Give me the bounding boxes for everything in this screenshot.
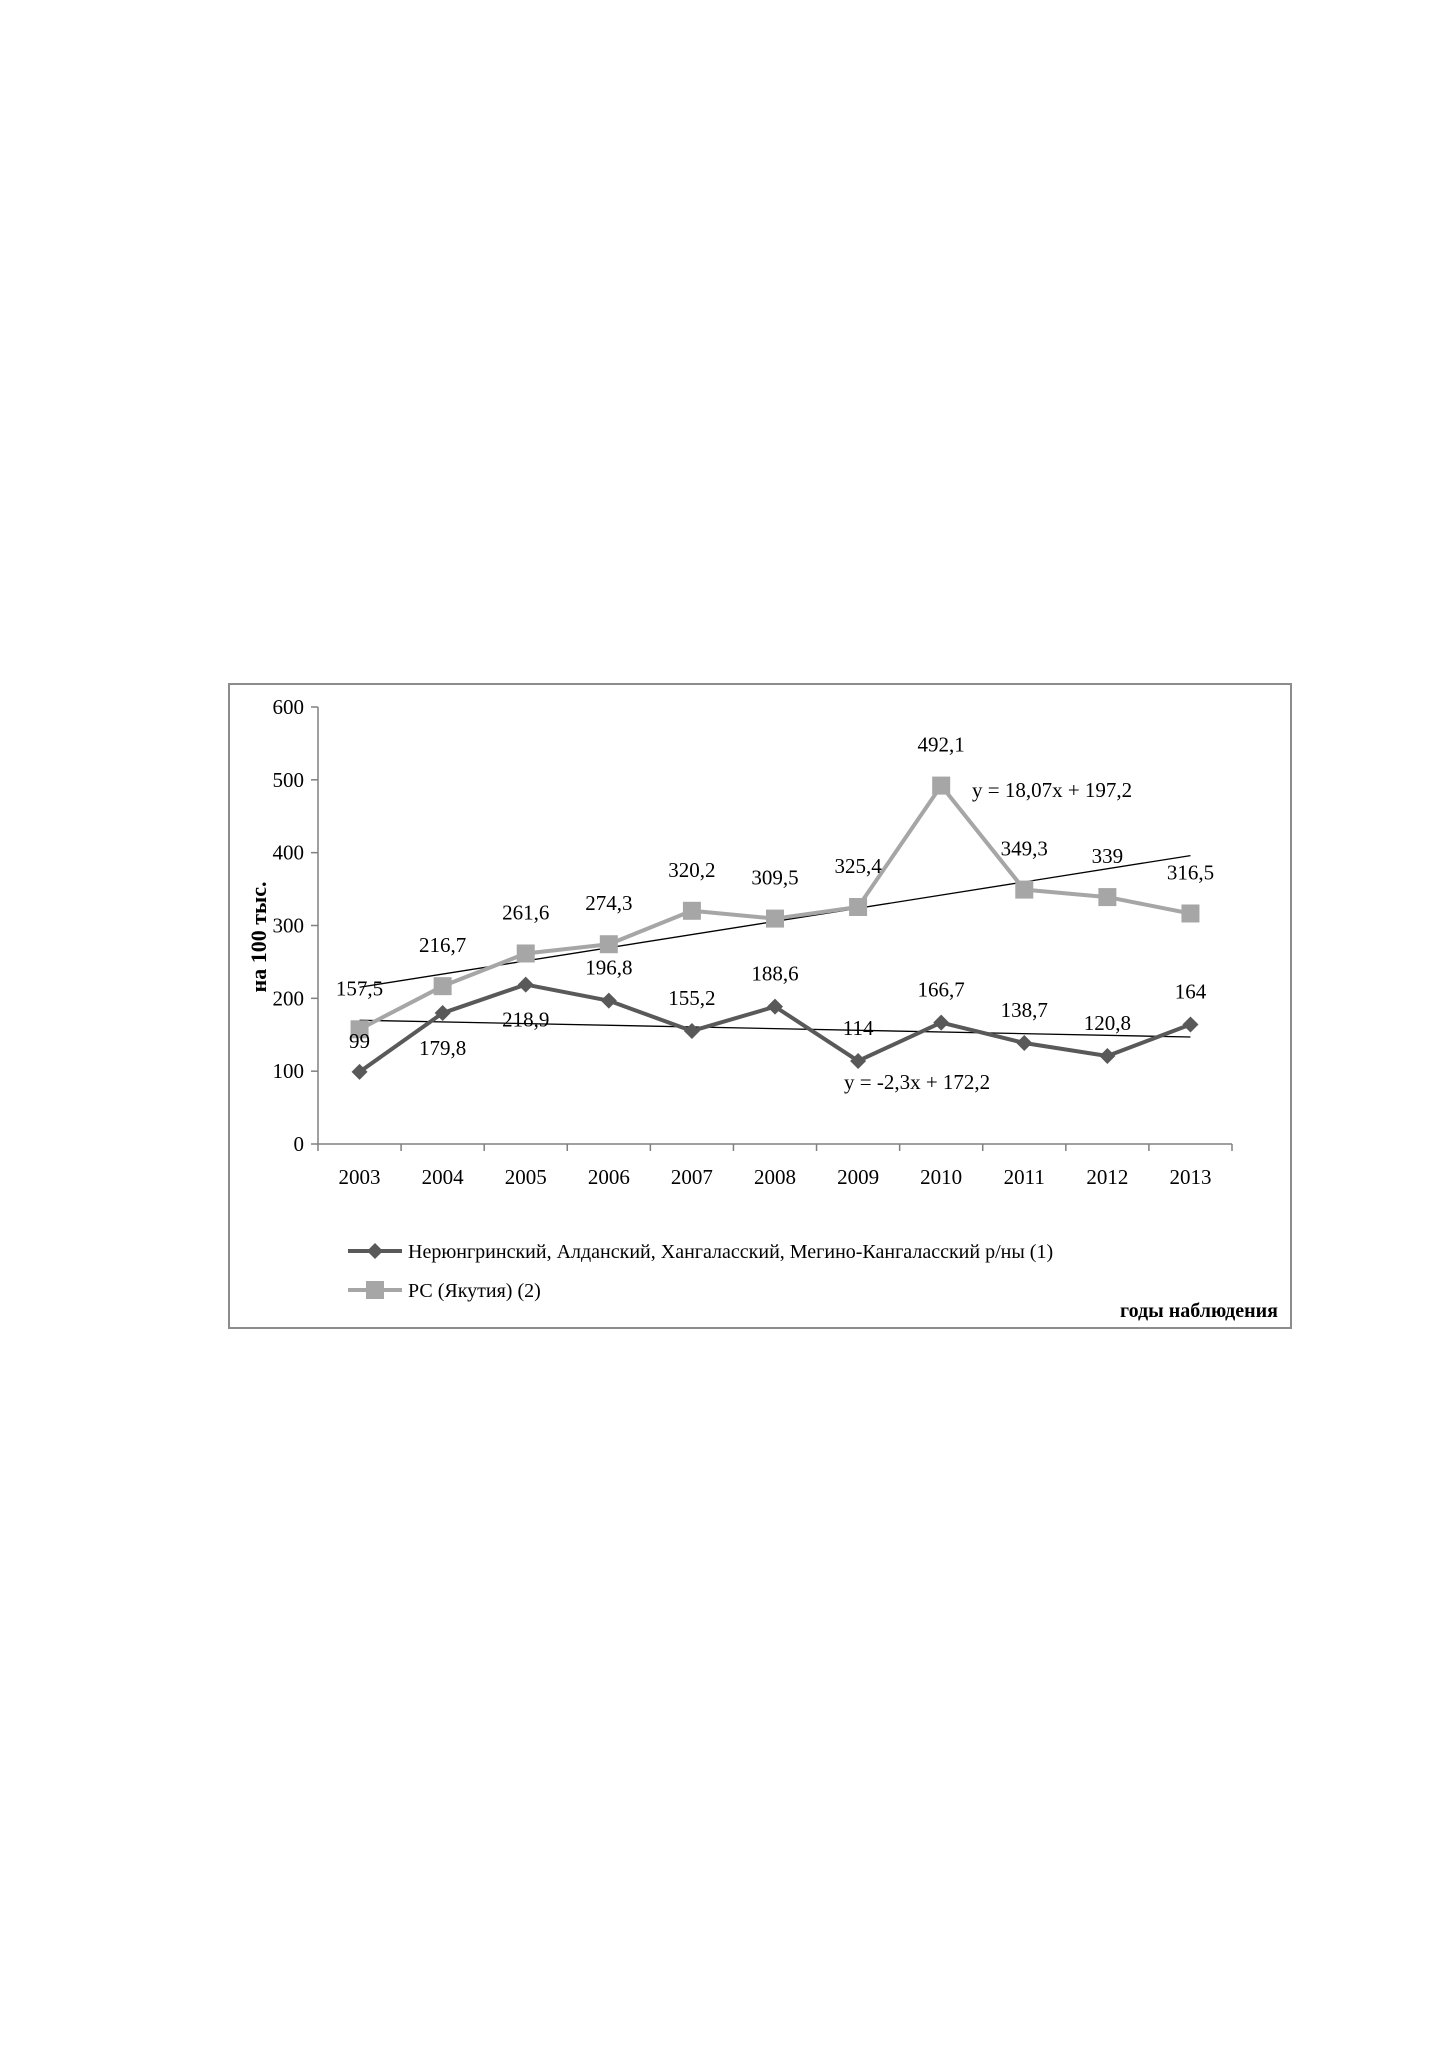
data-label-series-1: 138,7	[1000, 997, 1048, 1022]
x-tick-label: 2007	[670, 1165, 713, 1189]
data-label-series-2: 261,6	[502, 900, 550, 925]
data-label-series-1: 218,9	[502, 1007, 550, 1032]
data-label-series-1: 166,7	[917, 977, 965, 1002]
y-tick-label: 0	[293, 1132, 304, 1156]
data-label-series-2: 492,1	[917, 732, 965, 757]
data-label-series-2: 274,3	[585, 891, 633, 916]
data-label-series-2: 320,2	[668, 857, 716, 882]
data-point-series-2	[932, 777, 950, 795]
y-tick-label: 500	[272, 767, 304, 792]
x-tick-label: 2004	[421, 1165, 464, 1189]
y-tick-label: 100	[272, 1059, 304, 1084]
data-label-series-1: 155,2	[668, 985, 716, 1010]
line-chart	[230, 685, 1290, 1327]
trendline-series-1	[360, 1020, 1191, 1037]
chart-frame	[228, 683, 1292, 1329]
data-point-series-2	[1015, 881, 1033, 899]
data-point-series-2	[517, 944, 535, 962]
axes	[273, 695, 1233, 1189]
x-tick-label: 2008	[754, 1165, 796, 1189]
y-tick-label: 400	[272, 840, 304, 865]
x-tick-label: 2013	[1169, 1165, 1212, 1189]
data-label-series-1: 188,6	[751, 961, 799, 986]
legend-marker-2	[366, 1281, 384, 1299]
data-point-series-2	[766, 910, 784, 928]
data-label-series-1: 179,8	[419, 1036, 467, 1061]
x-tick-label: 2010	[920, 1165, 963, 1189]
data-label-series-2: 339	[1091, 844, 1124, 869]
data-point-series-2	[434, 977, 452, 995]
data-point-series-2	[600, 935, 618, 953]
trendline-equation-series-2: y = 18,07x + 197,2	[972, 778, 1133, 802]
data-point-series-2	[1181, 904, 1199, 922]
series-line-2	[360, 786, 1191, 1030]
x-axis-label: годы наблюдения	[1120, 1300, 1278, 1322]
y-axis-label: на 100 тыс.	[246, 881, 271, 993]
legend-label-1: Нерюнгринский, Алданский, Хангаласский, Мегино-Кангаласский р/ны (1)	[408, 1241, 1054, 1263]
data-label-series-2: 349,3	[1000, 836, 1048, 861]
data-point-series-1	[518, 977, 534, 993]
data-label-series-1: 120,8	[1083, 1011, 1131, 1036]
data-point-series-2	[683, 902, 701, 920]
data-label-series-1: 99	[349, 1028, 371, 1053]
trendline-equation-series-1: y = -2,3x + 172,2	[844, 1070, 991, 1094]
data-point-series-1	[684, 1023, 700, 1039]
data-label-series-1: 164	[1174, 979, 1207, 1004]
data-point-series-1	[601, 993, 617, 1009]
legend-marker-1	[367, 1243, 383, 1259]
data-label-series-2: 325,4	[834, 854, 882, 879]
data-point-series-1	[1182, 1017, 1198, 1033]
x-tick-label: 2006	[587, 1165, 630, 1189]
x-tick-label: 2005	[504, 1165, 547, 1189]
x-tick-label: 2012	[1086, 1165, 1129, 1189]
y-tick-label: 600	[272, 695, 304, 719]
x-tick-label: 2009	[837, 1165, 880, 1189]
data-label-series-1: 196,8	[585, 955, 633, 980]
x-tick-label: 2011	[1003, 1165, 1045, 1189]
data-point-series-1	[933, 1015, 949, 1031]
data-point-series-1	[1099, 1048, 1115, 1064]
data-point-series-1	[1016, 1035, 1032, 1051]
data-point-series-2	[849, 898, 867, 916]
y-tick-label: 300	[272, 913, 304, 938]
data-label-series-2: 157,5	[335, 976, 384, 1001]
legend-label-2: РС (Якутия) (2)	[408, 1280, 541, 1302]
legend	[348, 1241, 1053, 1302]
data-label-series-2: 309,5	[751, 865, 799, 890]
y-tick-label: 200	[272, 986, 304, 1011]
data-label-series-2: 316,5	[1166, 860, 1215, 885]
data-point-series-2	[1098, 888, 1116, 906]
data-label-series-2: 216,7	[419, 933, 467, 958]
data-label-series-1: 114	[842, 1015, 874, 1040]
x-tick-label: 2003	[338, 1165, 381, 1189]
